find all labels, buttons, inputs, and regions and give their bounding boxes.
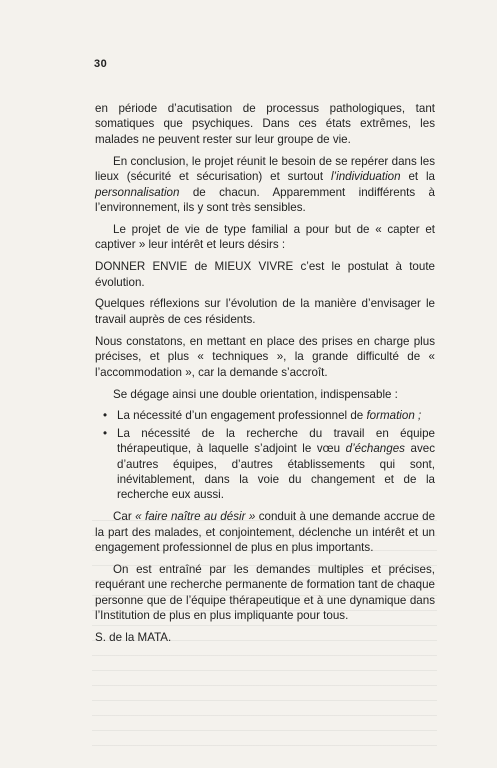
- paragraph-9: On est entraîné par les demandes multiples et précises, requérant une recherche permanente de formation tant de chaque personne que de l’équipe thérapeutique et à une dynamique dans l’Institution de plus en plus impliquante pour tous.: [95, 563, 435, 623]
- paragraph-6: Nous constatons, en mettant en place des prises en charge plus précises, et plus « techniques », la grande difficulté de « l’accommodation », car la demande s’accroît.: [95, 334, 435, 379]
- list-item: • La nécessité de la recherche du travail en équipe thérapeutique, à laquelle s’adjoint le vœu d’échanges avec d’autres équipes, d’autres établissements qui sont, inévitablement, dans la voie du changement et de la recherche eux aussi.: [103, 426, 435, 502]
- page-number: 30: [94, 58, 108, 70]
- paragraph-1: en période d’acutisation de processus pathologiques, tant somatiques que psychiques. Dans ces états extrêmes, les malades ne peuvent rester sur leur groupe de vie.: [95, 102, 435, 146]
- bullet-icon: •: [103, 426, 108, 440]
- paragraph-5: Quelques réflexions sur l’évolution de la manière d’envisager le travail auprès de ces résidents.: [95, 297, 435, 326]
- paragraph-7: Se dégage ainsi une double orientation, indispensable :: [113, 387, 398, 401]
- article-body: [95, 101, 435, 652]
- emphasis-personnalisation: personnalisation: [95, 185, 180, 199]
- paragraph-4: DONNER ENVIE de MIEUX VIVRE c’est le postulat à toute évolution.: [95, 260, 435, 289]
- paragraph-8: Car « faire naître au désir » conduit à une demande accrue de la part des malades, et conjointement, déclenche un intérêt et un engagement professionnel de plus en plus importants.: [95, 510, 436, 555]
- paragraph-3: Le projet de vie de type familial a pour but de « capter et captiver » leur intérêt et leurs désirs :: [95, 222, 435, 252]
- signature: S. de la MATA.: [95, 631, 172, 645]
- bullet-icon: •: [103, 409, 108, 423]
- emphasis-individuation: l’individuation: [330, 170, 401, 184]
- paragraph-2: En conclusion, le projet réunit le besoin de se repérer dans les lieux (sécurité et sécurisation) et surtout l’individuation et la personnalisation de chacun. Apparemment indifférents à l’environnement, ils y sont très sensibles.: [95, 154, 435, 214]
- bullet-list: [95, 408, 435, 502]
- list-item: • La nécessité d’un engagement professionnel de formation ;: [103, 409, 422, 423]
- emphasis-faire-naitre: « faire naître au désir »: [135, 510, 256, 524]
